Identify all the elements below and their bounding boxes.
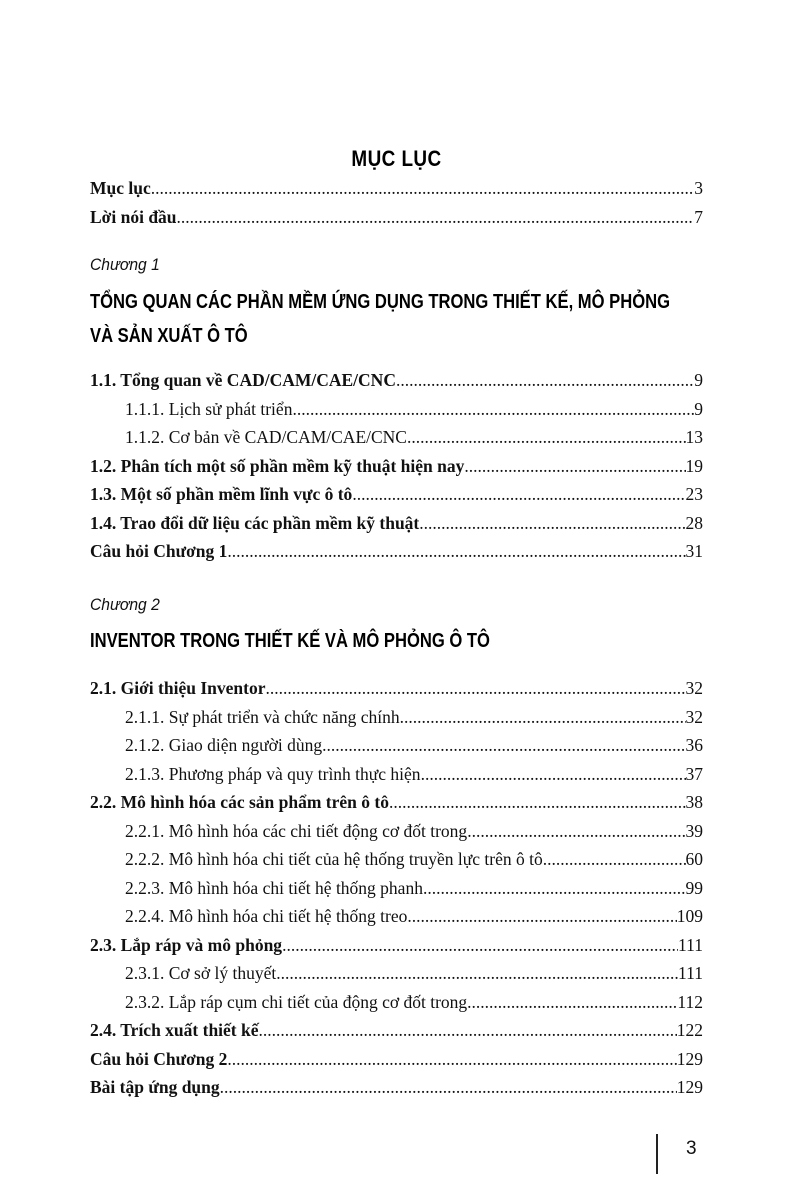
- chapter-2-label: Chương 2: [90, 595, 160, 614]
- toc-entry-label: 2.1.3. Phương pháp và quy trình thực hiện: [125, 763, 421, 784]
- toc-entry-label: Bài tập ứng dụng: [90, 1077, 220, 1097]
- dot-leader: [227, 1045, 676, 1074]
- toc-entry-label: 1.2. Phân tích một số phần mềm kỹ thuật hiện nay: [90, 455, 465, 476]
- toc-entry-page: 37: [685, 763, 703, 784]
- toc-entry-label: 2.2.2. Mô hình hóa chi tiết của hệ thống truyền lực trên ô tô: [125, 849, 543, 869]
- toc-subentry: [90, 874, 703, 903]
- toc-entry: [90, 1045, 703, 1074]
- toc-entry-page: 32: [685, 706, 703, 727]
- dot-leader: [389, 788, 686, 817]
- toc-entry: [90, 931, 703, 960]
- toc-entry-page: 36: [685, 735, 703, 755]
- toc-entry-page: 28: [685, 512, 703, 533]
- dot-leader: [543, 845, 686, 874]
- dot-leader: [227, 537, 685, 566]
- dot-leader: [292, 395, 694, 424]
- toc-entry-label: Lời nói đầu: [90, 206, 177, 227]
- toc-subentry: [90, 731, 703, 760]
- toc-entry-muc-luc: [90, 174, 703, 203]
- dot-leader: [467, 988, 677, 1017]
- dot-leader: [259, 1016, 677, 1045]
- toc-subentry: [90, 845, 703, 874]
- toc-entry: [90, 366, 703, 395]
- toc-entry-page: 3: [694, 178, 703, 198]
- toc-entry-page: 111: [678, 963, 703, 983]
- dot-leader: [400, 703, 686, 732]
- toc-entry-label: 2.2.4. Mô hình hóa chi tiết hệ thống treo: [125, 906, 408, 926]
- toc-entry-loi-noi-dau: [90, 203, 703, 232]
- chapter-2-title: [90, 624, 671, 658]
- toc-entry: [90, 480, 703, 509]
- toc-entry-page: 109: [676, 906, 703, 926]
- toc-entry-label: 2.4. Trích xuất thiết kế: [90, 1020, 259, 1040]
- toc-entry: [90, 1073, 703, 1102]
- chapter-2-entries: [90, 674, 703, 1102]
- toc-entry-label: Câu hỏi Chương 2: [90, 1048, 228, 1069]
- toc-entry-page: 112: [677, 991, 703, 1012]
- toc-entry-label: Mục lục: [90, 178, 151, 198]
- toc-subentry: [90, 395, 703, 424]
- toc-entry-page: 60: [685, 849, 703, 869]
- page-title: MỤC LỤC: [351, 146, 442, 171]
- toc-subentry: [90, 817, 703, 846]
- toc-entry-page: 111: [678, 934, 703, 955]
- chapter-1-title: [90, 285, 671, 353]
- dot-leader: [276, 959, 678, 988]
- toc-entry-label: 1.3. Một số phần mềm lĩnh vực ô tô: [90, 484, 353, 504]
- toc-entry-label: 2.2.3. Mô hình hóa chi tiết hệ thống phanh: [125, 877, 423, 898]
- toc-subentry: [90, 423, 703, 452]
- toc-entry: [90, 452, 703, 481]
- toc-entry-label: 2.1.2. Giao diện người dùng: [125, 735, 323, 755]
- dot-leader: [421, 760, 686, 789]
- toc-entry-page: 23: [685, 484, 703, 504]
- toc-entry: [90, 788, 703, 817]
- toc-entry: [90, 674, 703, 703]
- toc-entry-label: 2.3.1. Cơ sở lý thuyết: [125, 963, 277, 983]
- toc-subentry: [90, 902, 703, 931]
- dot-leader: [282, 931, 678, 960]
- toc-entry-page: 129: [676, 1048, 703, 1069]
- toc-entry-page: 129: [676, 1077, 703, 1097]
- footer-divider: [656, 1134, 658, 1174]
- toc-entry: [90, 1016, 703, 1045]
- toc-entry-page: 99: [685, 877, 703, 898]
- page-number: 3: [686, 1138, 697, 1159]
- chapter-1-label: Chương 1: [90, 255, 160, 274]
- toc-entry-page: 9: [694, 370, 703, 390]
- dot-leader: [151, 174, 694, 203]
- toc-entry-label: 2.3.2. Lắp ráp cụm chi tiết của động cơ đốt trong: [125, 991, 468, 1012]
- toc-entry-page: 31: [685, 541, 703, 561]
- toc-entry-label: 1.1.2. Cơ bản về CAD/CAM/CAE/CNC: [125, 427, 407, 447]
- front-matter-list: [90, 174, 703, 231]
- toc-entry-page: 39: [685, 820, 703, 841]
- toc-entry-page: 7: [694, 206, 703, 227]
- toc-entry-label: 2.2. Mô hình hóa các sản phẩm trên ô tô: [90, 792, 389, 812]
- dot-leader: [322, 731, 685, 760]
- toc-entry-page: 38: [685, 792, 703, 812]
- chapter-1-title-line-2: VÀ SẢN XUẤT Ô TÔ: [90, 325, 248, 347]
- toc-entry-label: 2.2.1. Mô hình hóa các chi tiết động cơ đốt trong: [125, 820, 468, 841]
- toc-entry-label: 2.3. Lắp ráp và mô phỏng: [90, 934, 283, 955]
- toc-subentry: [90, 988, 703, 1017]
- chapter-2-title-line-1: INVENTOR TRONG THIẾT KẾ VÀ MÔ PHỎNG Ô TÔ: [90, 630, 490, 652]
- dot-leader: [265, 674, 685, 703]
- toc-subentry: [90, 703, 703, 732]
- toc-entry-label: 1.4. Trao đổi dữ liệu các phần mềm kỹ thuật: [90, 512, 420, 533]
- chapter-1-entries: [90, 366, 703, 566]
- toc-entry-label: Câu hỏi Chương 1: [90, 541, 228, 561]
- toc-entry-label: 1.1.1. Lịch sử phát triển: [125, 398, 293, 419]
- dot-leader: [352, 480, 685, 509]
- dot-leader: [396, 366, 694, 395]
- toc-entry-label: 2.1. Giới thiệu Inventor: [90, 678, 266, 698]
- toc-entry-page: 9: [694, 398, 703, 419]
- toc-entry-label: 1.1. Tổng quan về CAD/CAM/CAE/CNC: [90, 370, 396, 390]
- dot-leader: [423, 874, 686, 903]
- dot-leader: [220, 1073, 677, 1102]
- dot-leader: [419, 509, 685, 538]
- toc-subentry: [90, 959, 703, 988]
- dot-leader: [467, 817, 685, 846]
- toc-entry-page: 122: [676, 1020, 703, 1040]
- toc-entry-label: 2.1.1. Sự phát triển và chức năng chính: [125, 706, 400, 727]
- dot-leader: [407, 423, 686, 452]
- toc-entry: [90, 537, 703, 566]
- dot-leader: [177, 203, 695, 232]
- dot-leader: [464, 452, 685, 481]
- toc-entry: [90, 509, 703, 538]
- toc-subentry: [90, 760, 703, 789]
- chapter-1-title-line-1: TỔNG QUAN CÁC PHẦN MỀM ỨNG DỤNG TRONG THIẾT KẾ, MÔ PHỎNG: [90, 291, 671, 313]
- dot-leader: [407, 902, 676, 931]
- toc-entry-page: 32: [685, 678, 703, 698]
- toc-entry-page: 19: [685, 455, 703, 476]
- toc-entry-page: 13: [685, 427, 703, 447]
